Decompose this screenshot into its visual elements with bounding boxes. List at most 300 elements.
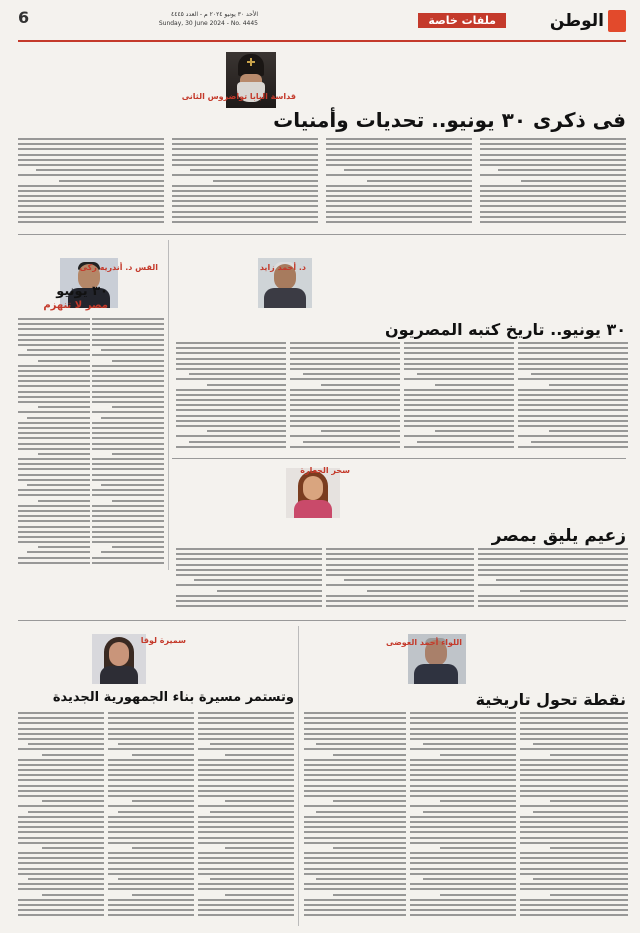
leader-headline[interactable]: زعيم يليق بمصر: [491, 526, 626, 546]
text-line: [303, 441, 400, 443]
text-line: [198, 738, 294, 740]
text-line: [410, 816, 516, 818]
text-line: [92, 463, 164, 465]
text-line: [326, 569, 474, 571]
text-line: [344, 169, 472, 171]
text-line: [290, 368, 400, 370]
text-line: [108, 852, 194, 854]
text-line: [316, 878, 406, 880]
text-line: [550, 800, 628, 802]
text-line: [176, 342, 286, 344]
text-line: [478, 600, 628, 602]
text-line: [518, 394, 628, 396]
pope-text-col-1: [480, 138, 626, 228]
text-line: [18, 489, 90, 491]
text-line: [304, 821, 406, 823]
text-line: [132, 847, 194, 849]
text-line: [520, 831, 628, 833]
text-line: [18, 164, 164, 166]
text-line: [518, 358, 628, 360]
text-line: [18, 385, 90, 387]
text-line: [440, 847, 516, 849]
text-line: [38, 360, 90, 362]
text-line: [18, 391, 90, 393]
text-line: [92, 458, 164, 460]
text-line: [18, 211, 164, 213]
text-line: [217, 590, 322, 592]
text-line: [478, 564, 628, 566]
text-line: [176, 435, 286, 437]
text-line: [176, 558, 322, 560]
text-line: [520, 764, 628, 766]
text-line: [18, 733, 104, 735]
text-line: [518, 363, 628, 365]
text-line: [198, 748, 294, 750]
text-line: [18, 805, 104, 807]
text-line: [18, 463, 90, 465]
text-line: [92, 422, 164, 424]
text-line: [410, 774, 516, 776]
text-line: [480, 200, 626, 202]
text-line: [18, 479, 90, 481]
republic-text-col-2: [108, 712, 194, 924]
text-line: [520, 769, 628, 771]
text-line: [92, 468, 164, 470]
turning-headline[interactable]: نقطة تحول تاريخية: [475, 690, 626, 709]
text-line: [520, 868, 628, 870]
text-line: [496, 579, 628, 581]
text-line: [304, 759, 406, 761]
text-line: [520, 748, 628, 750]
text-line: [18, 722, 104, 724]
text-line: [290, 404, 400, 406]
text-line: [108, 805, 194, 807]
text-line: [108, 883, 194, 885]
text-line: [404, 394, 514, 396]
text-line: [198, 717, 294, 719]
republic-headline[interactable]: وتستمر مسيرة بناء الجمهورية الجديدة: [52, 690, 294, 705]
leader-text-col-1: [478, 548, 628, 612]
text-line: [518, 368, 628, 370]
text-line: [18, 712, 104, 714]
text-line: [92, 526, 164, 528]
text-line: [520, 774, 628, 776]
text-line: [207, 430, 286, 432]
text-line: [520, 857, 628, 859]
text-line: [92, 510, 164, 512]
text-line: [304, 728, 406, 730]
text-line: [108, 790, 194, 792]
text-line: [18, 759, 104, 761]
text-line: [18, 862, 104, 864]
text-line: [18, 195, 164, 197]
text-line: [198, 774, 294, 776]
text-line: [410, 759, 516, 761]
text-line: [18, 738, 104, 740]
text-line: [176, 399, 286, 401]
text-line: [518, 342, 628, 344]
text-line: [520, 852, 628, 854]
text-line: [304, 837, 406, 839]
text-line: [316, 811, 406, 813]
text-line: [518, 415, 628, 417]
text-line: [172, 138, 318, 140]
text-line: [326, 584, 474, 586]
text-line: [92, 448, 164, 450]
text-line: [172, 216, 318, 218]
text-line: [410, 852, 516, 854]
text-line: [176, 404, 286, 406]
text-line: [92, 437, 164, 439]
text-line: [176, 378, 286, 380]
text-line: [42, 754, 104, 756]
text-line: [304, 873, 406, 875]
text-line: [28, 811, 104, 813]
text-line: [92, 494, 164, 496]
text-line: [92, 370, 164, 372]
text-line: [326, 185, 472, 187]
text-line: [18, 764, 104, 766]
text-line: [112, 453, 164, 455]
text-line: [198, 873, 294, 875]
text-line: [172, 195, 318, 197]
text-line: [18, 857, 104, 859]
pope-text-col-3: [172, 138, 318, 228]
text-line: [478, 553, 628, 555]
text-line: [198, 852, 294, 854]
text-line: [518, 425, 628, 427]
text-line: [304, 712, 406, 714]
text-line: [18, 520, 90, 522]
text-line: [18, 717, 104, 719]
text-line: [290, 446, 400, 448]
text-line: [290, 342, 400, 344]
text-line: [18, 904, 104, 906]
text-line: [198, 795, 294, 797]
text-line: [92, 557, 164, 559]
text-line: [118, 811, 194, 813]
text-line: [520, 873, 628, 875]
text-line: [290, 347, 400, 349]
turning-byline: اللواء أحمد العوضى: [385, 638, 462, 647]
text-line: [304, 795, 406, 797]
text-line: [92, 318, 164, 320]
text-line: [404, 404, 514, 406]
text-line: [198, 883, 294, 885]
text-line: [18, 221, 164, 223]
text-line: [518, 347, 628, 349]
text-line: [326, 595, 474, 597]
page-number: 6: [18, 8, 30, 27]
text-line: [404, 347, 514, 349]
text-line: [321, 384, 400, 386]
text-line: [410, 888, 516, 890]
text-line: [480, 195, 626, 197]
text-line: [480, 159, 626, 161]
text-line: [198, 821, 294, 823]
text-line: [518, 420, 628, 422]
text-line: [132, 800, 194, 802]
text-line: [304, 717, 406, 719]
text-line: [108, 733, 194, 735]
text-line: [198, 779, 294, 781]
text-line: [42, 847, 104, 849]
text-line: [520, 795, 628, 797]
text-line: [410, 868, 516, 870]
text-line: [326, 574, 474, 576]
text-line: [480, 154, 626, 156]
text-line: [18, 185, 164, 187]
text-line: [480, 185, 626, 187]
pope-text-col-4: [18, 138, 164, 228]
text-line: [112, 546, 164, 548]
text-line: [18, 375, 90, 377]
text-line: [326, 605, 474, 607]
andrea-headline-line1[interactable]: ٣٠ يونيو: [56, 284, 108, 299]
pope-headline[interactable]: فى ذكرى ٣٠ يونيو.. تحديات وأمنيات: [273, 108, 626, 132]
text-line: [18, 174, 164, 176]
text-line: [198, 826, 294, 828]
andrea-headline-line2[interactable]: مصر لا تنهزم: [43, 300, 108, 311]
text-line: [518, 352, 628, 354]
text-line: [290, 409, 400, 411]
text-line: [290, 378, 400, 380]
andrea-text-col-1: [92, 318, 164, 568]
column-divider: [298, 626, 299, 926]
text-line: [518, 389, 628, 391]
text-line: [18, 785, 104, 787]
text-line: [549, 430, 628, 432]
leader-text-col-2: [326, 548, 474, 612]
text-line: [18, 909, 104, 911]
text-line: [290, 415, 400, 417]
text-line: [326, 216, 472, 218]
text-line: [176, 363, 286, 365]
text-line: [18, 159, 164, 161]
text-line: [520, 883, 628, 885]
text-line: [198, 857, 294, 859]
text-line: [198, 764, 294, 766]
text-line: [189, 373, 286, 375]
text-line: [92, 401, 164, 403]
text-line: [417, 441, 514, 443]
text-line: [92, 536, 164, 538]
text-line: [18, 365, 90, 367]
text-line: [198, 785, 294, 787]
text-line: [520, 779, 628, 781]
text-line: [304, 852, 406, 854]
history-headline[interactable]: ٣٠ يونيو.. تاريخ كتبه المصريون: [384, 320, 626, 339]
text-line: [198, 904, 294, 906]
text-line: [108, 738, 194, 740]
text-line: [18, 437, 90, 439]
text-line: [304, 816, 406, 818]
text-line: [304, 826, 406, 828]
text-line: [18, 205, 164, 207]
text-line: [176, 425, 286, 427]
text-line: [92, 339, 164, 341]
text-line: [18, 318, 90, 320]
text-line: [404, 409, 514, 411]
text-line: [176, 415, 286, 417]
republic-byline: سميرة لوقا: [140, 636, 186, 645]
text-line: [194, 579, 322, 581]
text-line: [108, 712, 194, 714]
text-line: [92, 354, 164, 356]
text-line: [18, 816, 104, 818]
text-line: [18, 774, 104, 776]
text-line: [404, 425, 514, 427]
text-line: [520, 914, 628, 916]
text-line: [225, 894, 294, 896]
text-line: [533, 878, 628, 880]
text-line: [410, 883, 516, 885]
text-line: [198, 816, 294, 818]
text-line: [198, 888, 294, 890]
text-line: [92, 489, 164, 491]
text-line: [198, 831, 294, 833]
text-line: [520, 717, 628, 719]
text-line: [518, 446, 628, 448]
text-line: [92, 375, 164, 377]
text-line: [520, 899, 628, 901]
text-line: [59, 180, 164, 182]
masthead: [18, 6, 626, 42]
text-line: [92, 365, 164, 367]
text-line: [210, 743, 294, 745]
text-line: [410, 914, 516, 916]
text-line: [304, 774, 406, 776]
text-line: [435, 430, 514, 432]
text-line: [333, 894, 406, 896]
text-line: [321, 430, 400, 432]
text-line: [333, 800, 406, 802]
text-line: [18, 557, 90, 559]
text-line: [18, 510, 90, 512]
text-line: [176, 569, 322, 571]
text-line: [198, 909, 294, 911]
text-line: [198, 868, 294, 870]
text-line: [518, 404, 628, 406]
text-line: [326, 211, 472, 213]
section-label: ملفات خاصة: [418, 13, 506, 28]
pope-byline: قداسة البابا تواضروس الثانى: [181, 92, 296, 101]
text-line: [410, 728, 516, 730]
text-line: [423, 811, 516, 813]
text-line: [304, 779, 406, 781]
text-line: [172, 159, 318, 161]
divider: [18, 620, 626, 621]
text-line: [480, 164, 626, 166]
history-text-col-4: [176, 342, 286, 452]
andrea-byline: القس د. أندريه زكى: [79, 263, 158, 272]
text-line: [410, 842, 516, 844]
text-line: [326, 600, 474, 602]
text-line: [198, 899, 294, 901]
text-line: [207, 384, 286, 386]
text-line: [326, 159, 472, 161]
text-line: [28, 878, 104, 880]
text-line: [480, 221, 626, 223]
text-line: [410, 785, 516, 787]
text-line: [520, 785, 628, 787]
text-line: [176, 368, 286, 370]
text-line: [108, 904, 194, 906]
text-line: [518, 435, 628, 437]
text-line: [176, 420, 286, 422]
text-line: [27, 551, 90, 553]
text-line: [326, 564, 474, 566]
newspaper-logo[interactable]: [550, 8, 626, 34]
pope-text-col-2: [326, 138, 472, 228]
text-line: [404, 378, 514, 380]
leader-text-col-3: [176, 548, 322, 612]
text-line: [38, 500, 90, 502]
text-line: [225, 754, 294, 756]
text-line: [92, 515, 164, 517]
text-line: [198, 914, 294, 916]
issue-info-arabic: الأحد ٣٠ يونيو ٢٠٢٤ م - العدد ٤٤٤٥: [171, 11, 258, 18]
text-line: [18, 779, 104, 781]
text-line: [176, 574, 322, 576]
text-line: [410, 909, 516, 911]
text-line: [440, 894, 516, 896]
text-line: [498, 169, 626, 171]
text-line: [533, 743, 628, 745]
text-line: [520, 816, 628, 818]
text-line: [108, 873, 194, 875]
text-line: [108, 722, 194, 724]
divider: [18, 234, 626, 235]
text-line: [176, 553, 322, 555]
text-line: [18, 200, 164, 202]
text-line: [27, 484, 90, 486]
text-line: [108, 748, 194, 750]
text-line: [404, 368, 514, 370]
text-line: [18, 526, 90, 528]
text-line: [304, 785, 406, 787]
text-line: [333, 754, 406, 756]
text-line: [92, 334, 164, 336]
text-line: [101, 484, 164, 486]
text-line: [92, 391, 164, 393]
text-line: [326, 200, 472, 202]
text-line: [198, 759, 294, 761]
text-line: [518, 399, 628, 401]
text-line: [172, 154, 318, 156]
text-line: [108, 888, 194, 890]
text-line: [101, 551, 164, 553]
text-line: [108, 837, 194, 839]
text-line: [108, 759, 194, 761]
text-line: [132, 894, 194, 896]
text-line: [480, 148, 626, 150]
text-line: [326, 558, 474, 560]
text-line: [176, 548, 322, 550]
text-line: [304, 738, 406, 740]
history-text-col-2: [404, 342, 514, 452]
text-line: [36, 169, 164, 171]
text-line: [172, 174, 318, 176]
text-line: [304, 842, 406, 844]
text-line: [478, 605, 628, 607]
text-line: [520, 842, 628, 844]
text-line: [38, 453, 90, 455]
text-line: [520, 862, 628, 864]
text-line: [38, 406, 90, 408]
issue-info-english: Sunday, 30 June 2024 - No. 4445: [158, 20, 258, 27]
text-line: [18, 515, 90, 517]
